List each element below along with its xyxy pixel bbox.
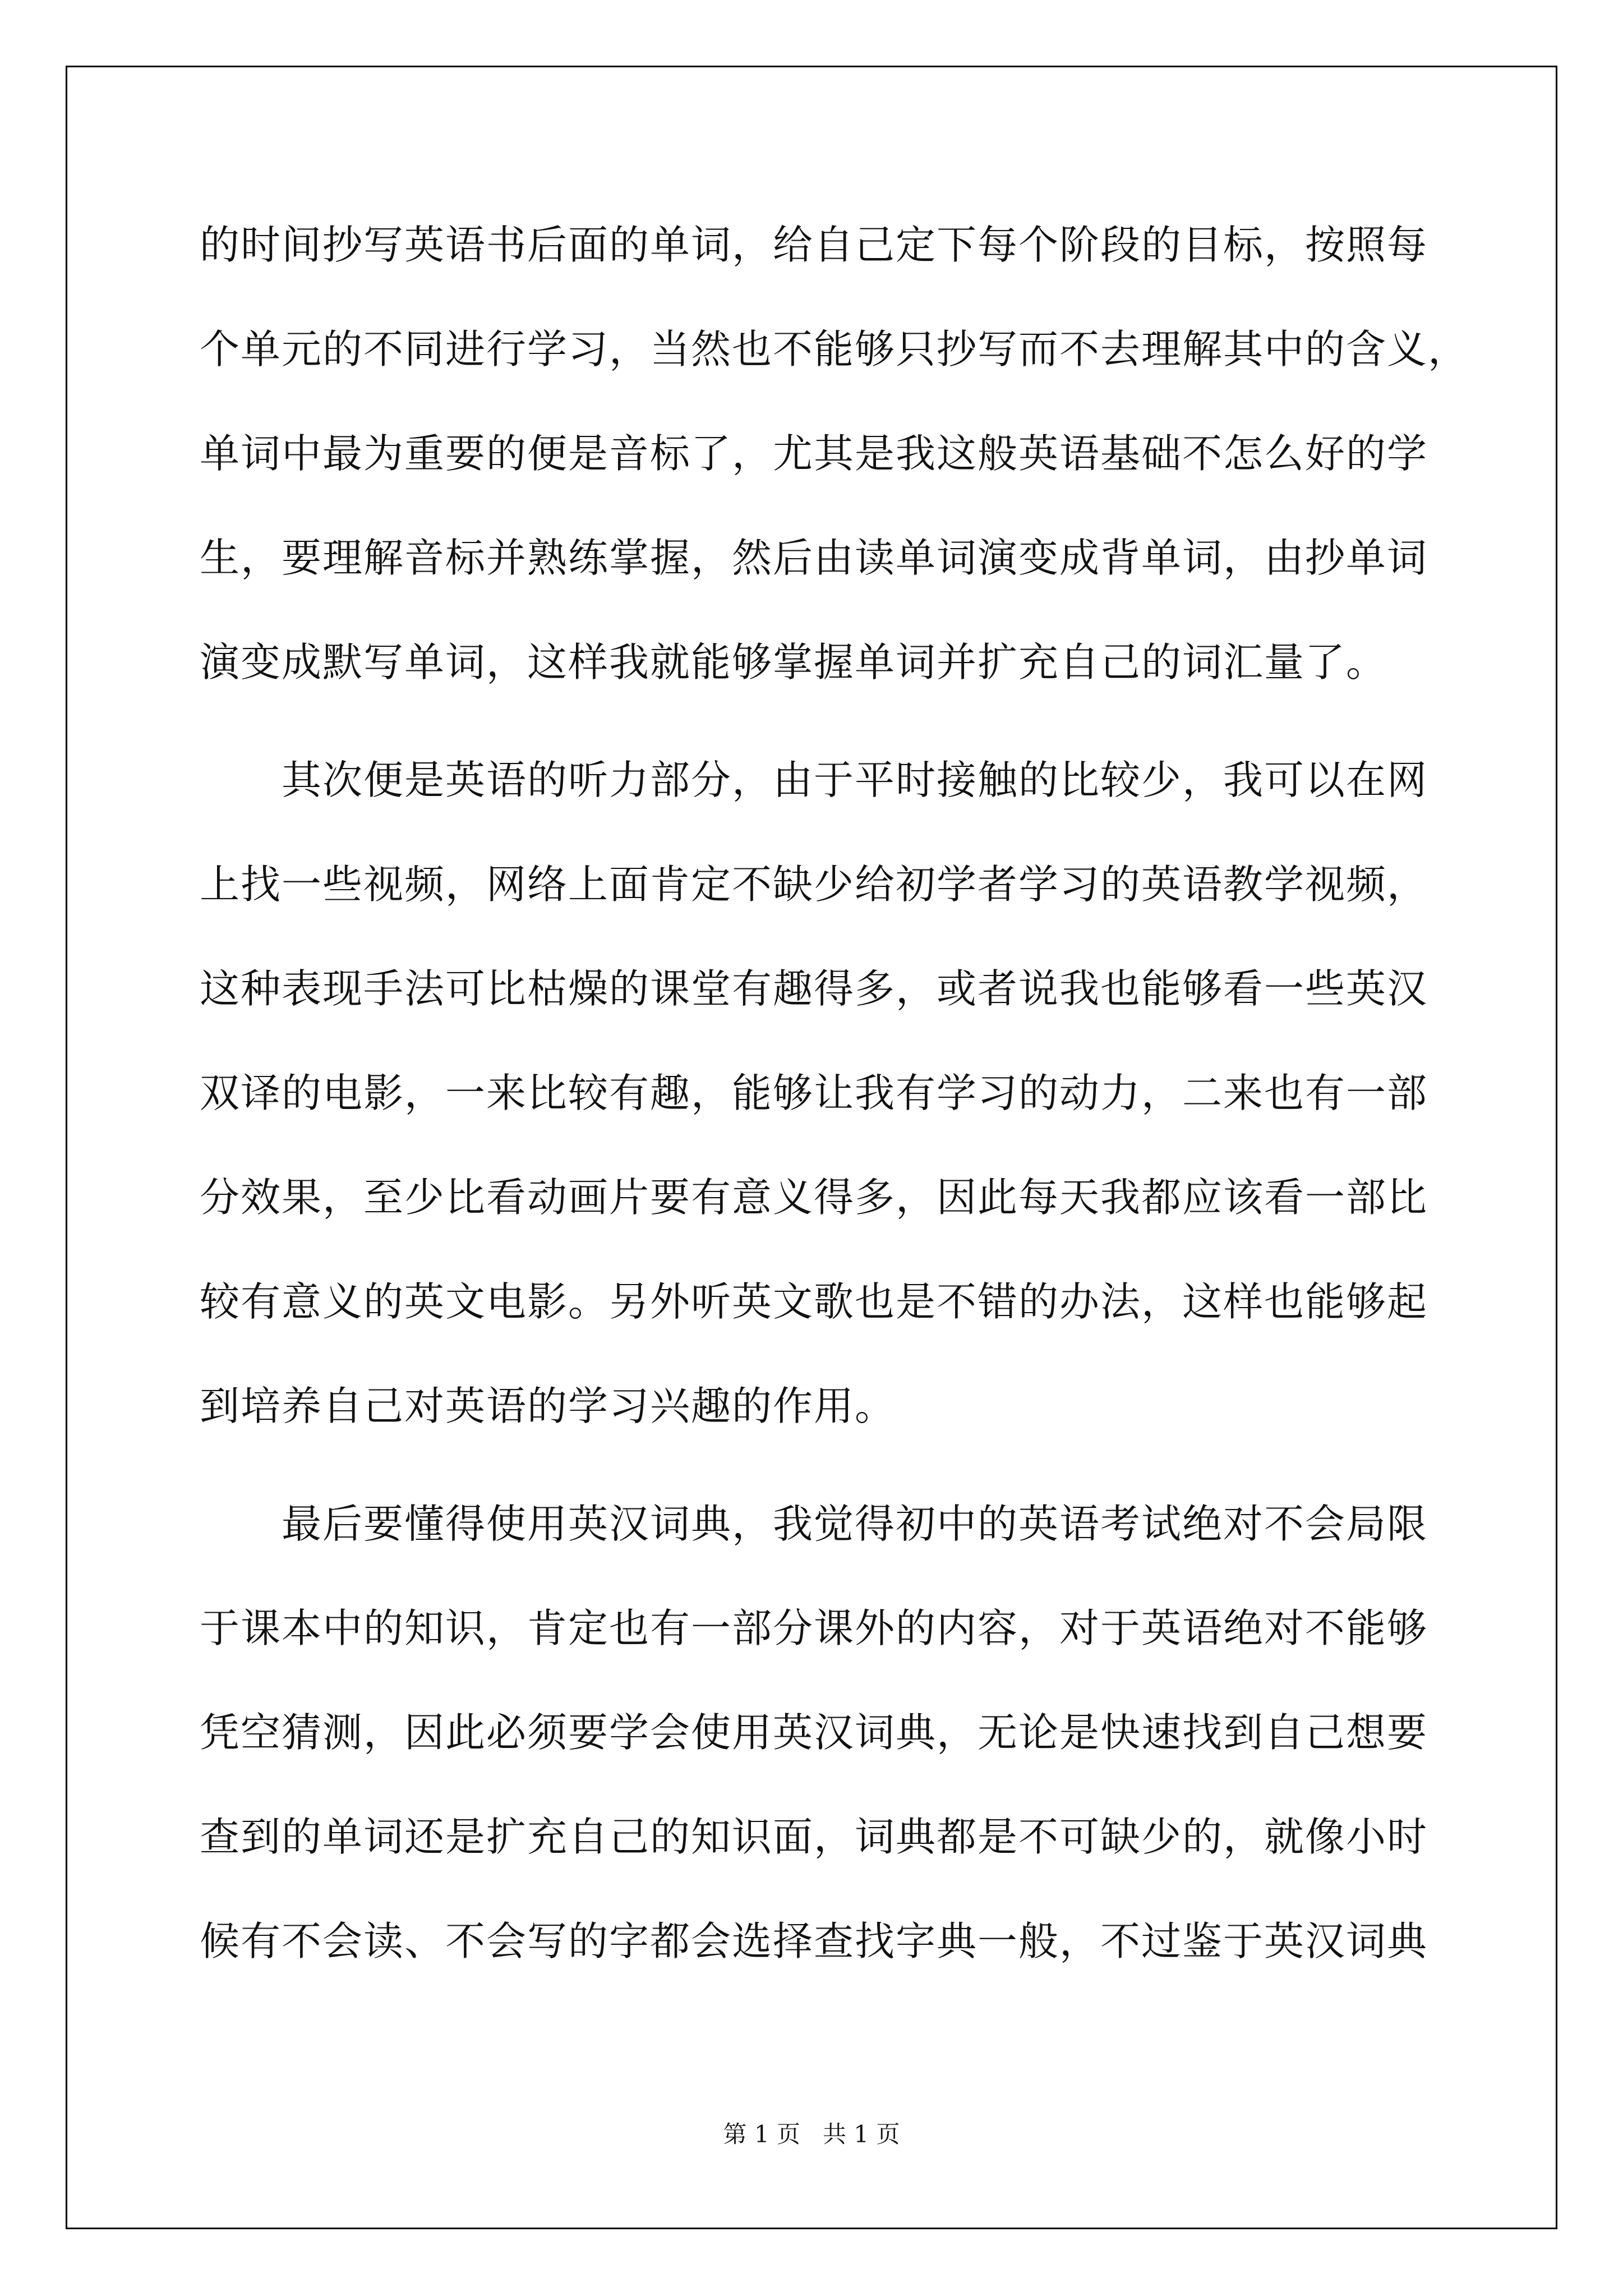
paragraph-start-line: 其次便是英语的听力部分，由于平时接触的比较少，我可以在网 (282, 757, 1428, 803)
text-line: 上找一些视频，网络上面肯定不缺少给初学者学习的英语教学视频， (200, 861, 1428, 908)
paragraph-start-line: 最后要懂得使用英汉词典，我觉得初中的英语考试绝对不会局限 (282, 1501, 1428, 1547)
text-line: 到培养自己对英语的学习兴趣的作用。 (200, 1383, 896, 1429)
text-line: 生，要理解音标并熟练掌握，然后由读单词演变成背单词，由抄单词 (200, 535, 1428, 581)
text-line: 这种表现手法可比枯燥的课堂有趣得多，或者说我也能够看一些英汉 (200, 965, 1428, 1012)
text-line: 单词中最为重要的便是音标了，尤其是我这般英语基础不怎么好的学 (200, 430, 1428, 477)
text-line: 演变成默写单词，这样我就能够掌握单词并扩充自己的词汇量了。 (200, 639, 1387, 685)
text-line: 的时间抄写英语书后面的单词，给自己定下每个阶段的目标，按照每 (200, 222, 1428, 268)
text-line: 于课本中的知识，肯定也有一部分课外的内容，对于英语绝对不能够 (200, 1605, 1428, 1651)
text-line: 个单元的不同进行学习，当然也不能够只抄写而不去理解其中的含义， (200, 326, 1469, 372)
text-line: 较有意义的英文电影。另外听英文歌也是不错的办法，这样也能够起 (200, 1278, 1428, 1325)
page-border (66, 66, 1557, 2229)
text-line: 双译的电影，一来比较有趣，能够让我有学习的动力，二来也有一部 (200, 1070, 1428, 1116)
page-footer: 第 1 页 共 1 页 (723, 2120, 900, 2148)
text-line: 候有不会读、不会写的字都会选择查找字典一般，不过鉴于英汉词典 (200, 1918, 1428, 1964)
text-line: 凭空猜测，因此必须要学会使用英汉词典，无论是快速找到自己想要 (200, 1709, 1428, 1756)
text-line: 查到的单词还是扩充自己的知识面，词典都是不可缺少的，就像小时 (200, 1814, 1428, 1860)
text-line: 分效果，至少比看动画片要有意义得多，因此每天我都应该看一部比 (200, 1174, 1428, 1221)
